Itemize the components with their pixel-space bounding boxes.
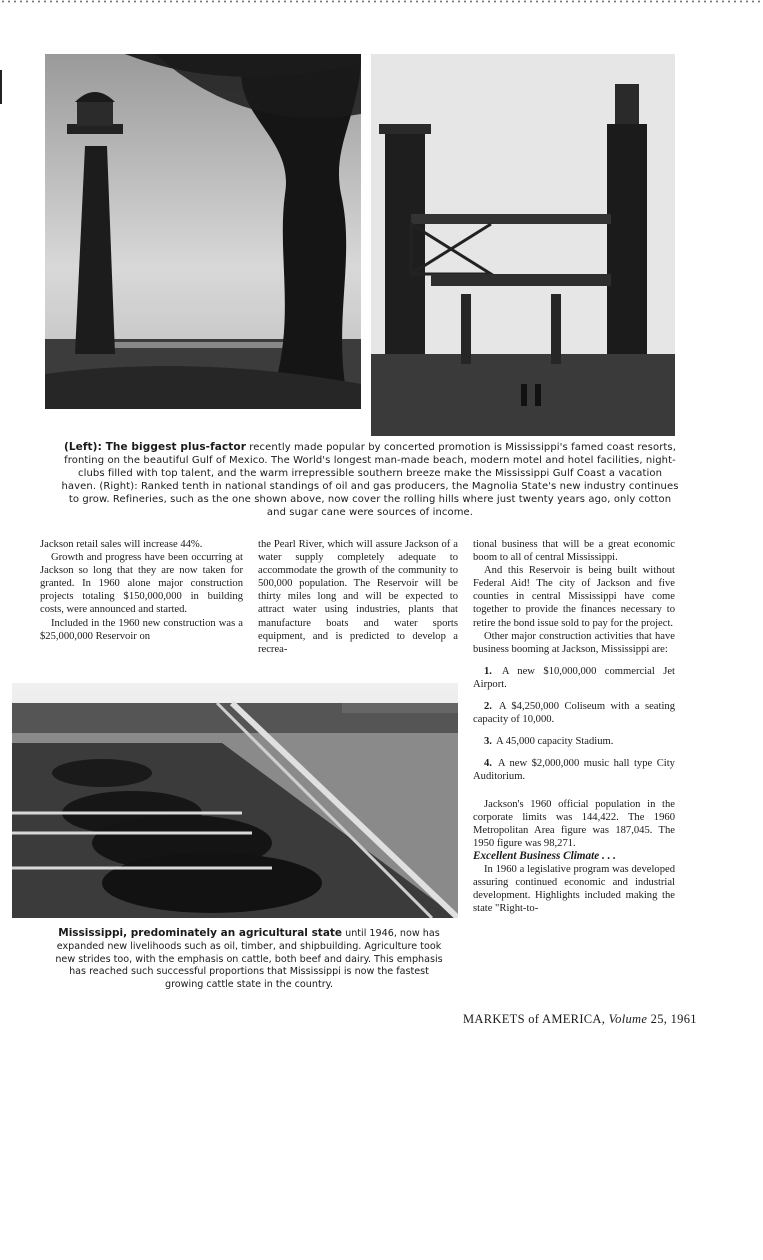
bottom-photo-caption <box>55 927 443 992</box>
list-item-1: 1. A new $10,000,000 commercial Jet Airport. <box>473 665 675 690</box>
col3-para-1: tional business that will be a great economic boom to all of central Mississippi. <box>473 539 675 564</box>
lighthouse-photo <box>45 54 361 409</box>
top-photo-caption <box>60 441 680 519</box>
cattle-photo <box>12 683 458 918</box>
footer-volume: Volume <box>608 1012 648 1026</box>
article-column-1 <box>40 538 243 643</box>
article-column-3 <box>473 538 675 915</box>
bottom-caption-lead: Mississippi, predominately an agricultural state <box>58 927 343 939</box>
col3-para-2: And this Reservoir is being built without Federal Aid! The city of Jackson and five counties in central Mississippi have come together to provide the finances necessary to retire the bond issue sold to pay for the project. <box>473 565 675 629</box>
col2-para-1: the Pearl River, which will assure Jackson of a water supply completely adequate to accommodate the growth of the community to 500,000 population. The Reservoir will be thirty miles long and will be expected to attract water using industries, plants that manufacture boats and water sports equipment, and is predicted to develop a recrea- <box>258 539 458 655</box>
section-heading: Excellent Business Climate . . . <box>473 849 616 862</box>
col1-para-2: Growth and progress have been occurring at Jackson so long that they are now taken for granted. In 1960 alone major construction projects totaling $150,000,000 in building costs, were announced and started. <box>40 552 243 616</box>
page-edge-mark <box>0 70 2 104</box>
list-item-4: 4. A new $2,000,000 music hall type City Auditorium. <box>473 758 675 783</box>
list-item-2: 2. A $4,250,000 Coliseum with a seating capacity of 10,000. <box>473 701 675 726</box>
col1-para-1: Jackson retail sales will increase 44%. <box>40 539 203 550</box>
population-paragraph: Jackson's 1960 official population in the corporate limits was 144,422. The 1960 Metropolitan Area figure was 187,045. The 1950 figure was 98,271. <box>473 798 675 849</box>
refinery-photo <box>371 54 675 436</box>
top-caption-lead: (Left): The biggest plus-factor <box>63 441 247 453</box>
article-column-2 <box>258 538 458 656</box>
list-item-3: 3. A 45,000 capacity Stadium. <box>484 736 614 748</box>
footer-suffix: 25, 1961 <box>650 1012 697 1026</box>
col3-para-3: Other major construction activities that have business booming at Jackson, Mississippi are: <box>473 630 675 655</box>
top-caption-text: recently made popular by concerted promotion is Mississippi's famed coast resorts, fronting on the beautiful Gulf of Mexico. The World's longest man-made beach, modern motel and hotel facilities, night-clubs filled with top talent, and the warm irrepressible southern breeze make the Mississippi Gulf Coast a vacation haven. (Right): Ranked tenth in national standings of oil and gas producers, the Magnolia State's new industry continues to grow. Refineries, such as the one shown above, now cover the rolling hills where just twenty years ago, only cotton and sugar cane were sources of income. <box>61 442 679 518</box>
top-dotted-border <box>0 0 763 3</box>
footer-prefix: MARKETS of AMERICA, <box>463 1012 606 1026</box>
page-footer <box>463 1012 697 1027</box>
closing-paragraph: In 1960 a legislative program was developed assuring continued economic and industrial development. Highlights included making the state "Right-to- <box>473 863 675 915</box>
col1-para-3: Included in the 1960 new construction was a $25,000,000 Reservoir on <box>40 617 243 642</box>
bottom-caption-text: until 1946, now has expanded new livelihoods such as oil, timber, and shipbuilding. Agriculture took new strides too, with the emphasis on cattle, both beef and dairy. This emphasis has reached such successful proportions that Mississippi is now the fastest growing cattle state in the country. <box>55 928 443 991</box>
